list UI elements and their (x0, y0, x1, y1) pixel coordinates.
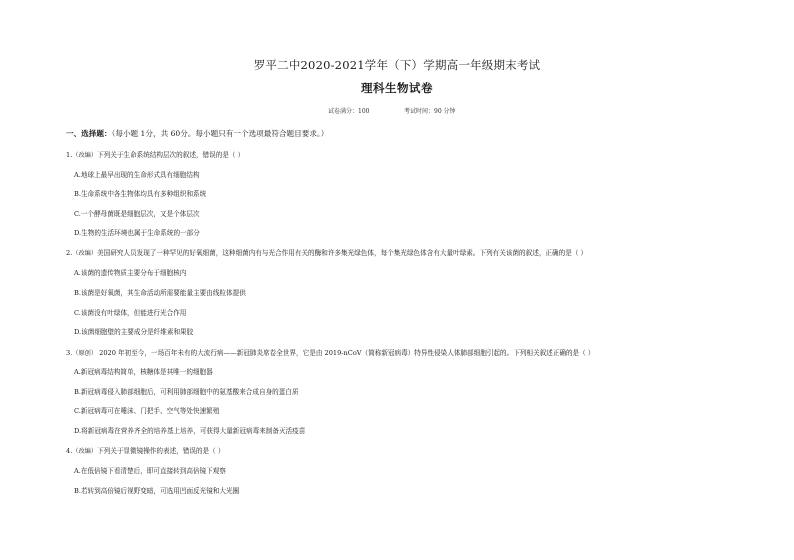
option-b: B.该菌是好氧菌，其生命活动所需要能量主要由线粒体提供 (74, 289, 246, 297)
option-a: A.新冠病毒结构简单，核糖体是其唯一的细胞器 (74, 368, 213, 376)
question-text: 下列关于生命系统结构层次的叙述，错误的是（ ） (97, 151, 245, 159)
question-number: 2. (66, 249, 73, 257)
section-heading (66, 128, 328, 139)
time-info: 考试时间：90 分钟 (404, 108, 456, 115)
option-b: B.新冠病毒侵入肺部细胞后，可利用肺部细胞中的氨基酸来合成自身的蛋白质 (74, 388, 299, 396)
question-text: 2020 年初至今，一场百年未有的大流行病——新冠肺炎席卷全世界，它是由 2019-nCoV（简称新冠病毒）特异性侵染人体肺部细胞引起的。下列相关叙述正确的是（ ） (97, 349, 595, 357)
option-a: A.在低倍镜下看清楚后，即可直接转到高倍镜下观察 (74, 467, 226, 475)
option-d: D.该菌细胞壁的主要成分是纤维素和果胶 (74, 328, 194, 336)
exam-subtitle: 理科生物试卷 (361, 81, 433, 95)
option-c: C.新冠病毒可在唾沫、门把手、空气等处快速繁殖 (74, 407, 220, 415)
option-c: C.一个酵母菌既是细胞层次，又是个体层次 (74, 210, 200, 218)
question-number: 4. (66, 447, 73, 455)
section-instructions: （每小题 1分，共 60分。每小题只有一个选项最符合题目要求。） (111, 129, 329, 138)
option-a: A.地球上最早出现的生命形式具有细胞结构 (74, 171, 200, 179)
question-text: 下列关于显微镜操作的表述，错误的是（ ） (97, 447, 225, 455)
option-d: D.生物的生活环境也属于生命系统的一部分 (74, 229, 200, 237)
question-tag: （改编） (72, 152, 98, 159)
question-stem (66, 247, 587, 257)
question-stem (66, 445, 224, 455)
section-title: 一、选择题： (66, 129, 112, 138)
question-stem (66, 347, 594, 357)
score-info: 试卷满分：100 (328, 108, 370, 115)
question-tag: （原创） (72, 350, 98, 357)
option-d: D.将新冠病毒在营养齐全的培养基上培养，可获得大量新冠病毒来制备灭活疫苗 (74, 427, 306, 435)
question-tag: （改编） (72, 250, 98, 257)
option-b: B.生命系统中各生物体均具有多种组织和系统 (74, 190, 207, 198)
question-text: 美国研究人员发现了一种罕见的好氧细菌，这种细菌内有与光合作用有关的酶和许多集光绿色体，每个集光绿色体含有大量叶绿素。下列有关该菌的叙述，正确的是（ ） (97, 249, 588, 257)
question-number: 1. (66, 151, 73, 159)
question-tag: （改编） (72, 448, 98, 455)
option-b: B.若转到高倍镜后视野变暗，可选用凹面反光镜和大光圈 (74, 487, 240, 495)
question-stem (66, 149, 244, 159)
question-number: 3. (66, 349, 73, 357)
exam-title: 罗平二中2020-2021学年（下）学期高一年级期末考试 (253, 58, 541, 72)
option-a: A.该菌的遗传物质主要分布于细胞核内 (74, 269, 187, 277)
option-c: C.该菌没有叶绿体，但能进行光合作用 (74, 309, 187, 317)
